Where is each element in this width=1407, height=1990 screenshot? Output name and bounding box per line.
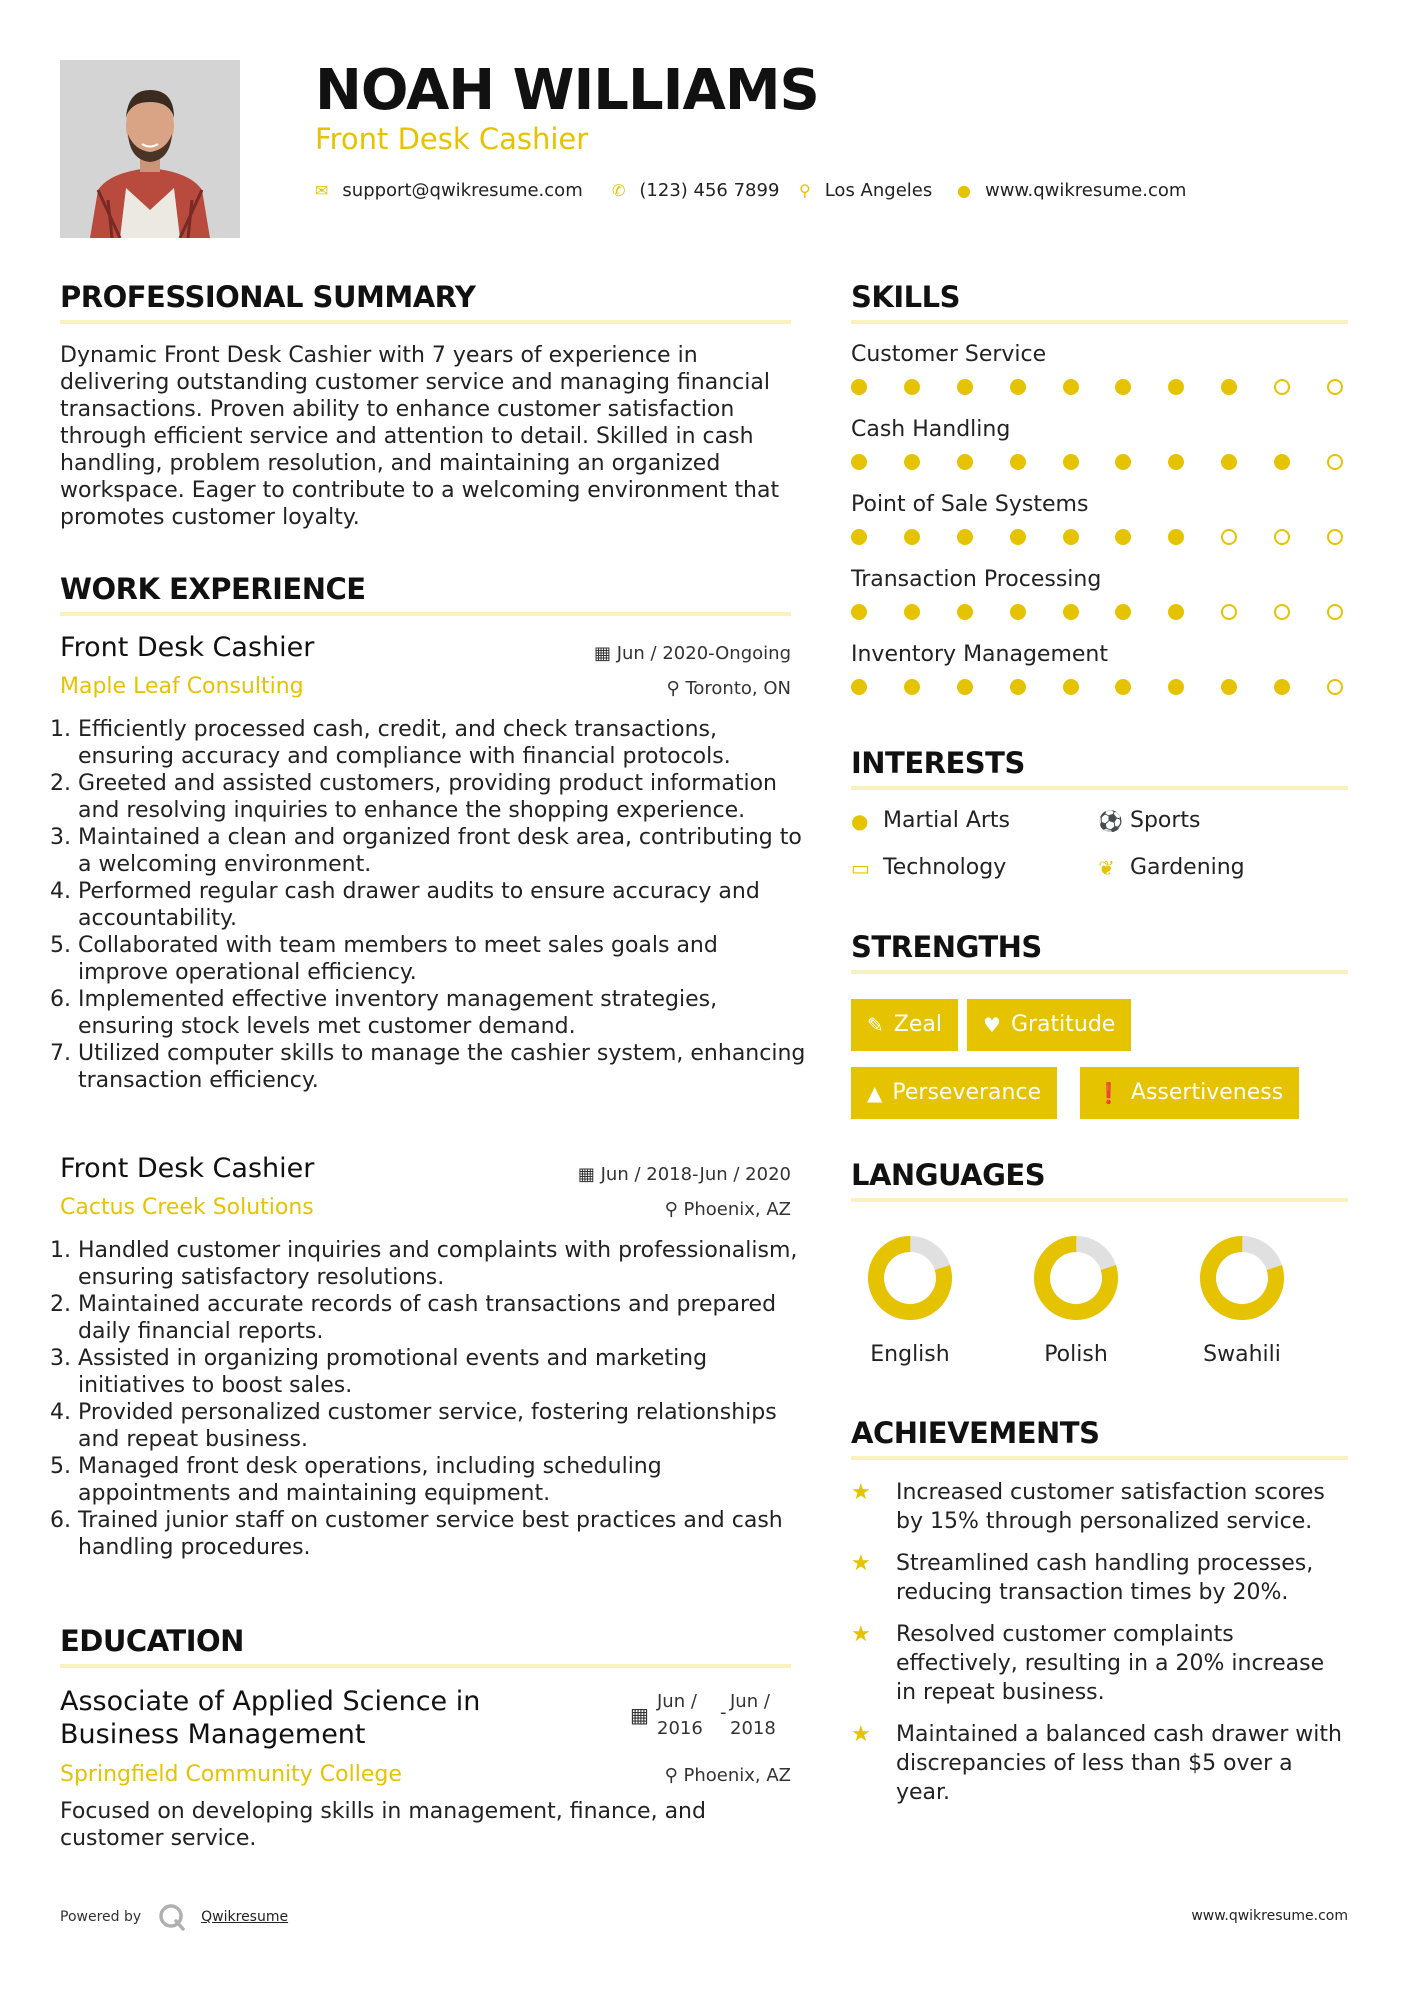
job-bullet: 6. Implemented effective inventory management strategies, ensuring stock levels met customer demand. [78, 986, 813, 1040]
language-item [1172, 1234, 1312, 1367]
powered-by [60, 1902, 288, 1932]
rating-dot-filled [1221, 679, 1237, 695]
rating-dot-filled [1168, 454, 1184, 470]
experience-heading: WORK EXPERIENCE [60, 572, 366, 606]
rating-dot-filled [1115, 604, 1131, 620]
interest-item: ❦ Gardening [1098, 855, 1245, 880]
rating-dot-filled [1063, 679, 1079, 695]
skill-rating [851, 529, 1343, 545]
rating-dot-filled [1221, 379, 1237, 395]
rating-dot-filled [1168, 529, 1184, 545]
rating-dot-empty [1221, 529, 1237, 545]
contact-phone[interactable] [612, 180, 779, 201]
soccer-ball-icon: ⚽ [1098, 808, 1123, 833]
interest-item: ● Martial Arts [851, 808, 1011, 833]
rating-dot-empty [1327, 529, 1343, 545]
shooting-star-icon: ★ [851, 1622, 871, 1647]
language-name: Swahili [1203, 1342, 1281, 1367]
achievement-item [851, 1478, 1351, 1536]
shooting-star-icon: ★ [851, 1551, 871, 1576]
achievement-text: Maintained a balanced cash drawer with discrepancies of less than $5 over a year. [896, 1722, 1342, 1805]
job-bullet: 2. Greeted and assisted customers, providing product information and resolving inquiries to enhance the shopping experience. [78, 770, 813, 824]
rating-dot-filled [904, 454, 920, 470]
summary-heading: PROFESSIONAL SUMMARY [60, 280, 476, 314]
calendar-icon: ▦ [577, 1164, 595, 1185]
rating-dot-filled [1115, 379, 1131, 395]
skill-item [851, 417, 1351, 492]
exclamation-icon: ❗ [1096, 1081, 1121, 1105]
heart-icon: ♥ [983, 1013, 1001, 1037]
job-dates: ▦ Jun / 2018-Jun / 2020 [577, 1164, 791, 1185]
rating-dot-filled [1063, 529, 1079, 545]
rating-dot-empty [1221, 604, 1237, 620]
achievement-item [851, 1549, 1351, 1607]
rating-dot-filled [1115, 454, 1131, 470]
skills-list [851, 342, 1351, 717]
job-company: Maple Leaf Consulting [60, 674, 304, 699]
footer-website[interactable]: www.qwikresume.com [1191, 1908, 1348, 1924]
map-pin-icon: ⚲ [799, 181, 811, 200]
rating-dot-empty [1327, 679, 1343, 695]
phone-icon: ✆ [612, 181, 626, 200]
candidate-name: NOAH WILLIAMS [315, 58, 819, 123]
education-start-date: Jun / 2016 [657, 1691, 703, 1739]
rating-dot-filled [904, 379, 920, 395]
education-location: ⚲ Phoenix, AZ [664, 1765, 791, 1786]
skill-item [851, 492, 1351, 567]
job-bullet: 1. Handled customer inquiries and complaints with professionalism, ensuring satisfactory resolutions. [78, 1237, 813, 1291]
job-bullet: 5. Collaborated with team members to meet sales goals and improve operational efficiency. [78, 932, 813, 986]
rating-dot-filled [957, 379, 973, 395]
shooting-star-icon: ★ [851, 1722, 871, 1747]
location-text: Los Angeles [824, 180, 933, 201]
skill-item [851, 567, 1351, 642]
interest-item: ⚽ Sports [1098, 808, 1201, 833]
rating-dot-filled [904, 529, 920, 545]
pen-icon: ✎ [867, 1013, 884, 1037]
summary-text: Dynamic Front Desk Cashier with 7 years of experience in delivering outstanding customer service and managing financial transactions. Proven ability to enhance customer satisfaction through efficient service and attention to detail. Skilled in cash handling, problem resolution, and maintaining an organized workspace. Eager to contribute to a welcoming environment that promotes customer loyalty. [60, 343, 780, 530]
pushpin-icon: ⚲ [664, 1199, 678, 1220]
skill-name: Transaction Processing [851, 567, 1102, 592]
strength-tag: ✎ Zeal [851, 999, 958, 1051]
job-bullet: 3. Assisted in organizing promotional events and marketing initiatives to boost sales. [78, 1345, 813, 1399]
achievements-heading: ACHIEVEMENTS [851, 1416, 1100, 1450]
job-company: Cactus Creek Solutions [60, 1195, 314, 1220]
job-bullet-list [60, 1237, 813, 1561]
rating-dot-empty [1274, 529, 1290, 545]
rating-dot-filled [957, 529, 973, 545]
rating-dot-filled [1063, 379, 1079, 395]
donut-fill [1033, 1235, 1119, 1321]
strength-tag: ❗ Assertiveness [1080, 1067, 1299, 1119]
achievement-item [851, 1720, 1351, 1807]
rating-dot-filled [851, 379, 867, 395]
rating-dot-filled [1063, 454, 1079, 470]
rating-dot-filled [1010, 454, 1026, 470]
envelope-icon: ✉ [315, 181, 329, 200]
phone-text: (123) 456 7899 [639, 180, 780, 201]
achievement-text: Increased customer satisfaction scores by 15% through personalized service. [896, 1480, 1325, 1534]
skill-rating [851, 454, 1343, 470]
pushpin-icon: ⚲ [664, 1765, 678, 1786]
job-title: Front Desk Cashier [60, 632, 315, 663]
section-divider [60, 612, 791, 616]
skill-name: Point of Sale Systems [851, 492, 1089, 517]
rating-dot-empty [1327, 454, 1343, 470]
achievement-text: Resolved customer complaints effectively, resulting in a 20% increase in repeat business. [896, 1622, 1325, 1705]
skill-item [851, 342, 1351, 417]
skill-name: Customer Service [851, 342, 1047, 367]
achievement-item [851, 1620, 1351, 1707]
rating-dot-filled [851, 604, 867, 620]
school-name: Springfield Community College [60, 1762, 402, 1787]
rating-dot-empty [1327, 379, 1343, 395]
powered-by-label: Powered by [60, 1909, 142, 1925]
achievement-text: Streamlined cash handling processes, reducing transaction times by 20%. [896, 1551, 1314, 1605]
candidate-title: Front Desk Cashier [315, 122, 589, 156]
website-text: www.qwikresume.com [984, 180, 1187, 201]
education-description: Focused on developing skills in management, finance, and customer service. [60, 1799, 706, 1851]
rating-dot-filled [851, 679, 867, 695]
job-title: Front Desk Cashier [60, 1153, 315, 1184]
language-item [840, 1234, 980, 1367]
section-divider [851, 320, 1348, 324]
language-proficiency-donut [840, 1234, 980, 1324]
languages-heading: LANGUAGES [851, 1158, 1046, 1192]
skill-item [851, 642, 1351, 717]
contact-location [799, 180, 932, 201]
leaf-icon: ❦ [1098, 855, 1115, 880]
language-proficiency-donut [1172, 1234, 1312, 1324]
job-bullet: 6. Trained junior staff on customer service best practices and cash handling procedures. [78, 1507, 813, 1561]
calendar-icon: ▦ [593, 643, 611, 664]
contact-email[interactable] [315, 180, 583, 201]
contact-website[interactable] [957, 180, 1186, 201]
strengths-heading: STRENGTHS [851, 930, 1042, 964]
education-end-date: Jun / 2018 [730, 1691, 776, 1739]
rating-dot-filled [1115, 679, 1131, 695]
rating-dot-filled [1010, 604, 1026, 620]
rating-dot-filled [904, 679, 920, 695]
donut-fill [867, 1235, 953, 1321]
job-bullet: 5. Managed front desk operations, including scheduling appointments and maintaining equipment. [78, 1453, 813, 1507]
section-divider [851, 1456, 1348, 1460]
interest-item: ▭ Technology [851, 855, 1007, 880]
rating-dot-filled [1168, 604, 1184, 620]
laptop-icon: ▭ [851, 855, 870, 880]
job-bullet-list [60, 716, 813, 1094]
rating-dot-filled [1063, 604, 1079, 620]
language-proficiency-donut [1006, 1234, 1146, 1324]
job-bullet: 4. Provided personalized customer service, fostering relationships and repeat business. [78, 1399, 813, 1453]
globe-icon: ● [851, 808, 869, 833]
rating-dot-filled [1010, 379, 1026, 395]
strength-tag: ♥ Gratitude [967, 999, 1131, 1051]
section-divider [851, 970, 1348, 974]
globe-icon: ● [957, 181, 971, 200]
email-text: support@qwikresume.com [342, 180, 583, 201]
job-location: ⚲ Phoenix, AZ [664, 1199, 791, 1220]
rating-dot-empty [1274, 379, 1290, 395]
skill-rating [851, 679, 1343, 695]
rating-dot-filled [957, 454, 973, 470]
language-item [1006, 1234, 1146, 1367]
rating-dot-filled [957, 604, 973, 620]
rating-dot-filled [1115, 529, 1131, 545]
job-bullet: 2. Maintained accurate records of cash transactions and prepared daily financial reports. [78, 1291, 813, 1345]
section-divider [851, 1198, 1348, 1202]
job-bullet: 3. Maintained a clean and organized front desk area, contributing to a welcoming environment. [78, 824, 813, 878]
job-bullet: 4. Performed regular cash drawer audits to ensure accuracy and accountability. [78, 878, 813, 932]
shooting-star-icon: ★ [851, 1480, 871, 1505]
rating-dot-filled [851, 454, 867, 470]
skill-name: Cash Handling [851, 417, 1011, 442]
rating-dot-filled [1010, 679, 1026, 695]
rating-dot-filled [1274, 454, 1290, 470]
rating-dot-filled [1221, 454, 1237, 470]
person-portrait-icon [60, 60, 240, 238]
skills-heading: SKILLS [851, 280, 960, 314]
skill-name: Inventory Management [851, 642, 1108, 667]
rating-dot-filled [957, 679, 973, 695]
road-icon: ▲ [867, 1081, 883, 1105]
education-heading: EDUCATION [60, 1624, 244, 1658]
rating-dot-empty [1327, 604, 1343, 620]
skill-rating [851, 604, 1343, 620]
skill-rating [851, 379, 1343, 395]
rating-dot-filled [1168, 679, 1184, 695]
job-dates: ▦ Jun / 2020-Ongoing [593, 643, 791, 664]
section-divider [60, 320, 791, 324]
rating-dot-filled [904, 604, 920, 620]
job-bullet: 1. Efficiently processed cash, credit, and check transactions, ensuring accuracy and compliance with financial protocols. [78, 716, 813, 770]
pushpin-icon: ⚲ [666, 678, 680, 699]
rating-dot-filled [851, 529, 867, 545]
date-separator: - [720, 1702, 727, 1723]
rating-dot-filled [1010, 529, 1026, 545]
job-location: ⚲ Toronto, ON [666, 678, 791, 699]
language-name: English [870, 1342, 950, 1367]
job-bullet: 7. Utilized computer skills to manage the cashier system, enhancing transaction efficiency. [78, 1040, 813, 1094]
rating-dot-filled [1168, 379, 1184, 395]
section-divider [60, 1664, 791, 1668]
achievements-list [851, 1478, 1351, 1820]
strength-tag: ▲ Perseverance [851, 1067, 1057, 1119]
profile-photo [60, 60, 240, 238]
qwikresume-logo-icon [157, 1902, 187, 1932]
calendar-icon: ▦ [630, 1703, 649, 1727]
degree-title: Associate of Applied Science in Business Management [60, 1686, 481, 1750]
language-name: Polish [1044, 1342, 1108, 1367]
rating-dot-empty [1274, 604, 1290, 620]
brand-link[interactable]: Qwikresume [201, 1909, 289, 1925]
languages-list [840, 1234, 1350, 1374]
donut-fill [1199, 1235, 1285, 1321]
section-divider [851, 786, 1348, 790]
rating-dot-filled [1274, 679, 1290, 695]
interests-heading: INTERESTS [851, 746, 1025, 780]
